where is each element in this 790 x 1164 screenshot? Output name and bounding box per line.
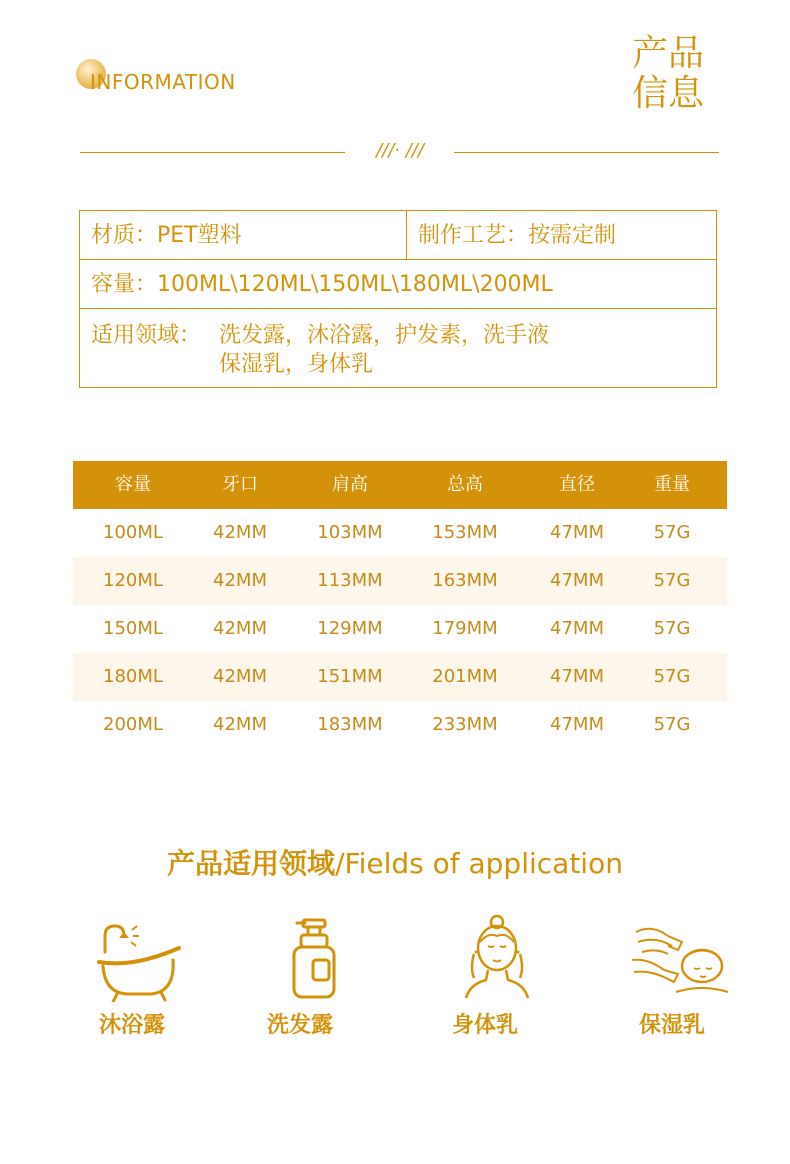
info-label: INFORMATION <box>90 70 236 94</box>
application-label: 身体乳 <box>451 1013 518 1038</box>
application-label: 洗发露 <box>266 1013 333 1038</box>
table-cell: 233MM <box>432 714 498 735</box>
table-cell: 150ML <box>103 618 163 639</box>
table-cell: 153MM <box>432 522 498 543</box>
divider-mark: ///· /// <box>376 140 424 161</box>
table-header-cell: 牙口 <box>222 474 258 495</box>
table-cell: 57G <box>653 522 691 543</box>
table-header-cell: 总高 <box>447 474 483 495</box>
application-item <box>415 912 555 1042</box>
table-row <box>73 701 727 749</box>
spec-row-fields <box>80 309 716 388</box>
application-item <box>602 912 742 1042</box>
table-cell: 42MM <box>213 714 267 735</box>
table-cell: 129MM <box>317 618 383 639</box>
table-cell: 57G <box>653 714 691 735</box>
pump-bottle-icon <box>245 912 355 1002</box>
table-row <box>73 557 727 605</box>
table-cell: 47MM <box>550 714 604 735</box>
table-header-cell: 肩高 <box>332 474 368 495</box>
applications-title-en: /Fields of application <box>335 847 623 880</box>
spec-fields-line2: 保湿乳，身体乳 <box>219 352 374 377</box>
table-row <box>73 509 727 557</box>
massage-icon <box>612 912 732 1002</box>
table-header-cell: 直径 <box>559 474 595 495</box>
page-title-line1: 产品 <box>632 33 705 74</box>
spec-row-material <box>80 211 716 260</box>
table-cell: 57G <box>653 570 691 591</box>
spec-box <box>79 210 717 388</box>
table-cell: 151MM <box>317 666 383 687</box>
bathtub-icon <box>77 912 187 1002</box>
table-cell: 103MM <box>317 522 383 543</box>
divider-left <box>80 152 345 153</box>
spec-fields-line1: 洗发露，沐浴露，护发素，洗手液 <box>219 323 550 348</box>
table-cell: 201MM <box>432 666 498 687</box>
table-cell: 183MM <box>317 714 383 735</box>
table-cell: 200ML <box>103 714 163 735</box>
application-label: 保湿乳 <box>638 1013 705 1038</box>
table-cell: 163MM <box>432 570 498 591</box>
table-cell: 42MM <box>213 522 267 543</box>
table-header-cell: 容量 <box>115 474 151 495</box>
spec-craft: 制作工艺：按需定制 <box>418 223 617 248</box>
page-title <box>632 34 722 114</box>
face-care-icon <box>430 912 540 1002</box>
table-header <box>73 461 727 509</box>
info-header <box>76 56 296 96</box>
table-header-cell: 重量 <box>654 474 690 495</box>
table-cell: 113MM <box>317 570 383 591</box>
table-cell: 47MM <box>550 618 604 639</box>
table-cell: 179MM <box>432 618 498 639</box>
spec-fields-label: 适用领域： <box>91 323 202 348</box>
table-cell: 42MM <box>213 570 267 591</box>
table-cell: 47MM <box>550 522 604 543</box>
table-cell: 180ML <box>103 666 163 687</box>
table-cell: 47MM <box>550 666 604 687</box>
spec-capacity: 容量：100ML\120ML\150ML\180ML\200ML <box>91 272 553 297</box>
table-cell: 47MM <box>550 570 604 591</box>
size-table <box>73 461 727 749</box>
applications-title-cn: 产品适用领域 <box>167 847 336 880</box>
divider-right <box>454 152 719 153</box>
table-cell: 120ML <box>103 570 163 591</box>
table-cell: 42MM <box>213 666 267 687</box>
spec-row-capacity <box>80 260 716 309</box>
application-item <box>62 912 202 1042</box>
application-label: 沐浴露 <box>98 1013 165 1038</box>
table-cell: 42MM <box>213 618 267 639</box>
table-row <box>73 653 727 701</box>
table-cell: 57G <box>653 666 691 687</box>
applications-title <box>0 842 790 882</box>
spec-material: 材质：PET塑料 <box>80 211 407 260</box>
page-title-line2: 信息 <box>632 73 705 114</box>
table-cell: 100ML <box>103 522 163 543</box>
table-cell: 57G <box>653 618 691 639</box>
table-row <box>73 605 727 653</box>
application-item <box>230 912 370 1042</box>
